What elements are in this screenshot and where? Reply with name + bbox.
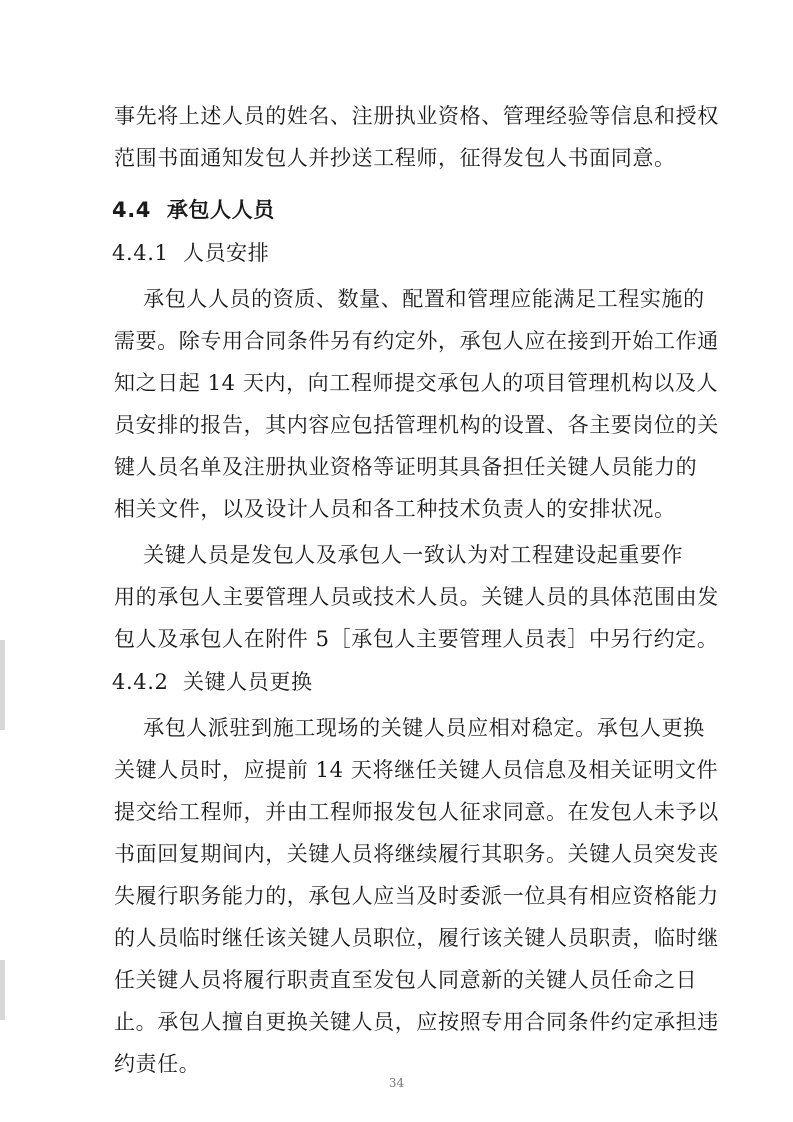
body-text-line: 知之日起 14 天内，向工程师提交承包人的项目管理机构以及人 [114,371,719,395]
body-text-line: 提交给工程师，并由工程师报发包人征求同意。在发包人未予以 [114,800,719,824]
subsection-heading-4-4-2: 4.4.2 关键人员更换 [112,670,313,694]
body-text-line: 的人员临时继任该关键人员职位，履行该关键人员职责，临时继 [114,926,719,950]
body-text-line: 员安排的报告，其内容应包括管理机构的设置、各主要岗位的关 [114,413,719,437]
body-text-line: 需要。除专用合同条件另有约定外，承包人应在接到开始工作通 [114,329,719,353]
body-text-line: 止。承包人擅自更换关键人员，应按照专用合同条件约定承担违 [114,1010,719,1034]
section-heading-4-4: 4.4 承包人人员 [112,198,275,222]
scan-edge-mark [0,960,5,1020]
body-text-line: 约责任。 [114,1052,201,1076]
body-text-line: 关键人员是发包人及承包人一致认为对工程建设起重要作 [114,543,684,567]
body-text-line: 范围书面通知发包人并抄送工程师，征得发包人书面同意。 [114,146,676,170]
body-text-line: 任关键人员将履行职责直至发包人同意新的关键人员任命之日 [114,968,698,992]
body-text-line: 键人员名单及注册执业资格等证明其具备担任关键人员能力的 [114,455,698,479]
body-text-line: 失履行职务能力的，承包人应当及时委派一位具有相应资格能力 [114,884,719,908]
page-number: 34 [388,1076,405,1090]
body-text-line: 关键人员时，应提前 14 天将继任关键人员信息及相关证明文件 [114,758,719,782]
subsection-heading-4-4-1: 4.4.1 人员安排 [112,241,270,265]
body-text-line: 事先将上述人员的姓名、注册执业资格、管理经验等信息和授权 [114,104,719,128]
body-text-line: 书面回复期间内，关键人员将继续履行其职务。关键人员突发丧 [114,842,719,866]
body-text-line: 包人及承包人在附件 5［承包人主要管理人员表］中另行约定。 [114,627,719,651]
body-text-line: 用的承包人主要管理人员或技术人员。关键人员的具体范围由发 [114,585,719,609]
body-text-line: 承包人派驻到施工现场的关键人员应相对稳定。承包人更换 [114,716,705,740]
body-text-line: 承包人人员的资质、数量、配置和管理应能满足工程实施的 [114,287,705,311]
scan-edge-mark [0,640,5,730]
body-text-line: 相关文件，以及设计人员和各工种技术负责人的安排状况。 [114,497,676,521]
